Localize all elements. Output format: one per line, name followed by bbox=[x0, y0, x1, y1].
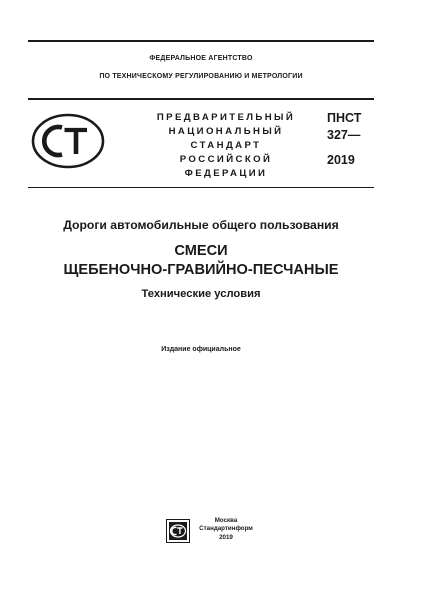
agency-line-2: ПО ТЕХНИЧЕСКОМУ РЕГУЛИРОВАНИЮ И МЕТРОЛОГИИ bbox=[99, 73, 303, 80]
publisher-year: 2019 bbox=[219, 533, 233, 541]
standard-type-line: СТАНДАРТ bbox=[190, 140, 262, 151]
agency-line-1: ФЕДЕРАЛЬНОЕ АГЕНТСТВО bbox=[149, 55, 253, 62]
standard-type-block bbox=[138, 111, 314, 181]
edition-label: Издание официальное bbox=[161, 346, 241, 353]
gost-r-emblem-icon bbox=[31, 113, 105, 169]
standard-type-line: ФЕДЕРАЦИИ bbox=[184, 168, 268, 179]
standard-code-line-2: 327— bbox=[327, 128, 361, 142]
standard-type-line: ПРЕДВАРИТЕЛЬНЫЙ bbox=[156, 112, 296, 123]
standard-code bbox=[327, 110, 373, 144]
publisher-name: Стандартинформ bbox=[199, 525, 253, 533]
document-title-line-1: СМЕСИ bbox=[174, 243, 228, 259]
standard-code-line-1: ПНСТ bbox=[327, 111, 362, 125]
top-rule bbox=[28, 40, 374, 42]
standard-type-line: РОССИЙСКОЙ bbox=[179, 154, 273, 165]
document-subject: Дороги автомобильные общего пользования bbox=[63, 218, 339, 232]
standard-type-line: НАЦИОНАЛЬНЫЙ bbox=[168, 126, 284, 137]
publisher-block bbox=[196, 517, 256, 542]
standartinform-logo-icon bbox=[166, 519, 190, 543]
standard-year: 2019 bbox=[327, 153, 355, 167]
bottom-rule bbox=[28, 187, 374, 188]
document-title-line-2: ЩЕБЕНОЧНО-ГРАВИЙНО-ПЕСЧАНЫЕ bbox=[63, 262, 339, 278]
document-subtitle: Технические условия bbox=[141, 288, 261, 300]
middle-rule bbox=[28, 98, 374, 100]
publisher-city: Москва bbox=[214, 517, 238, 524]
